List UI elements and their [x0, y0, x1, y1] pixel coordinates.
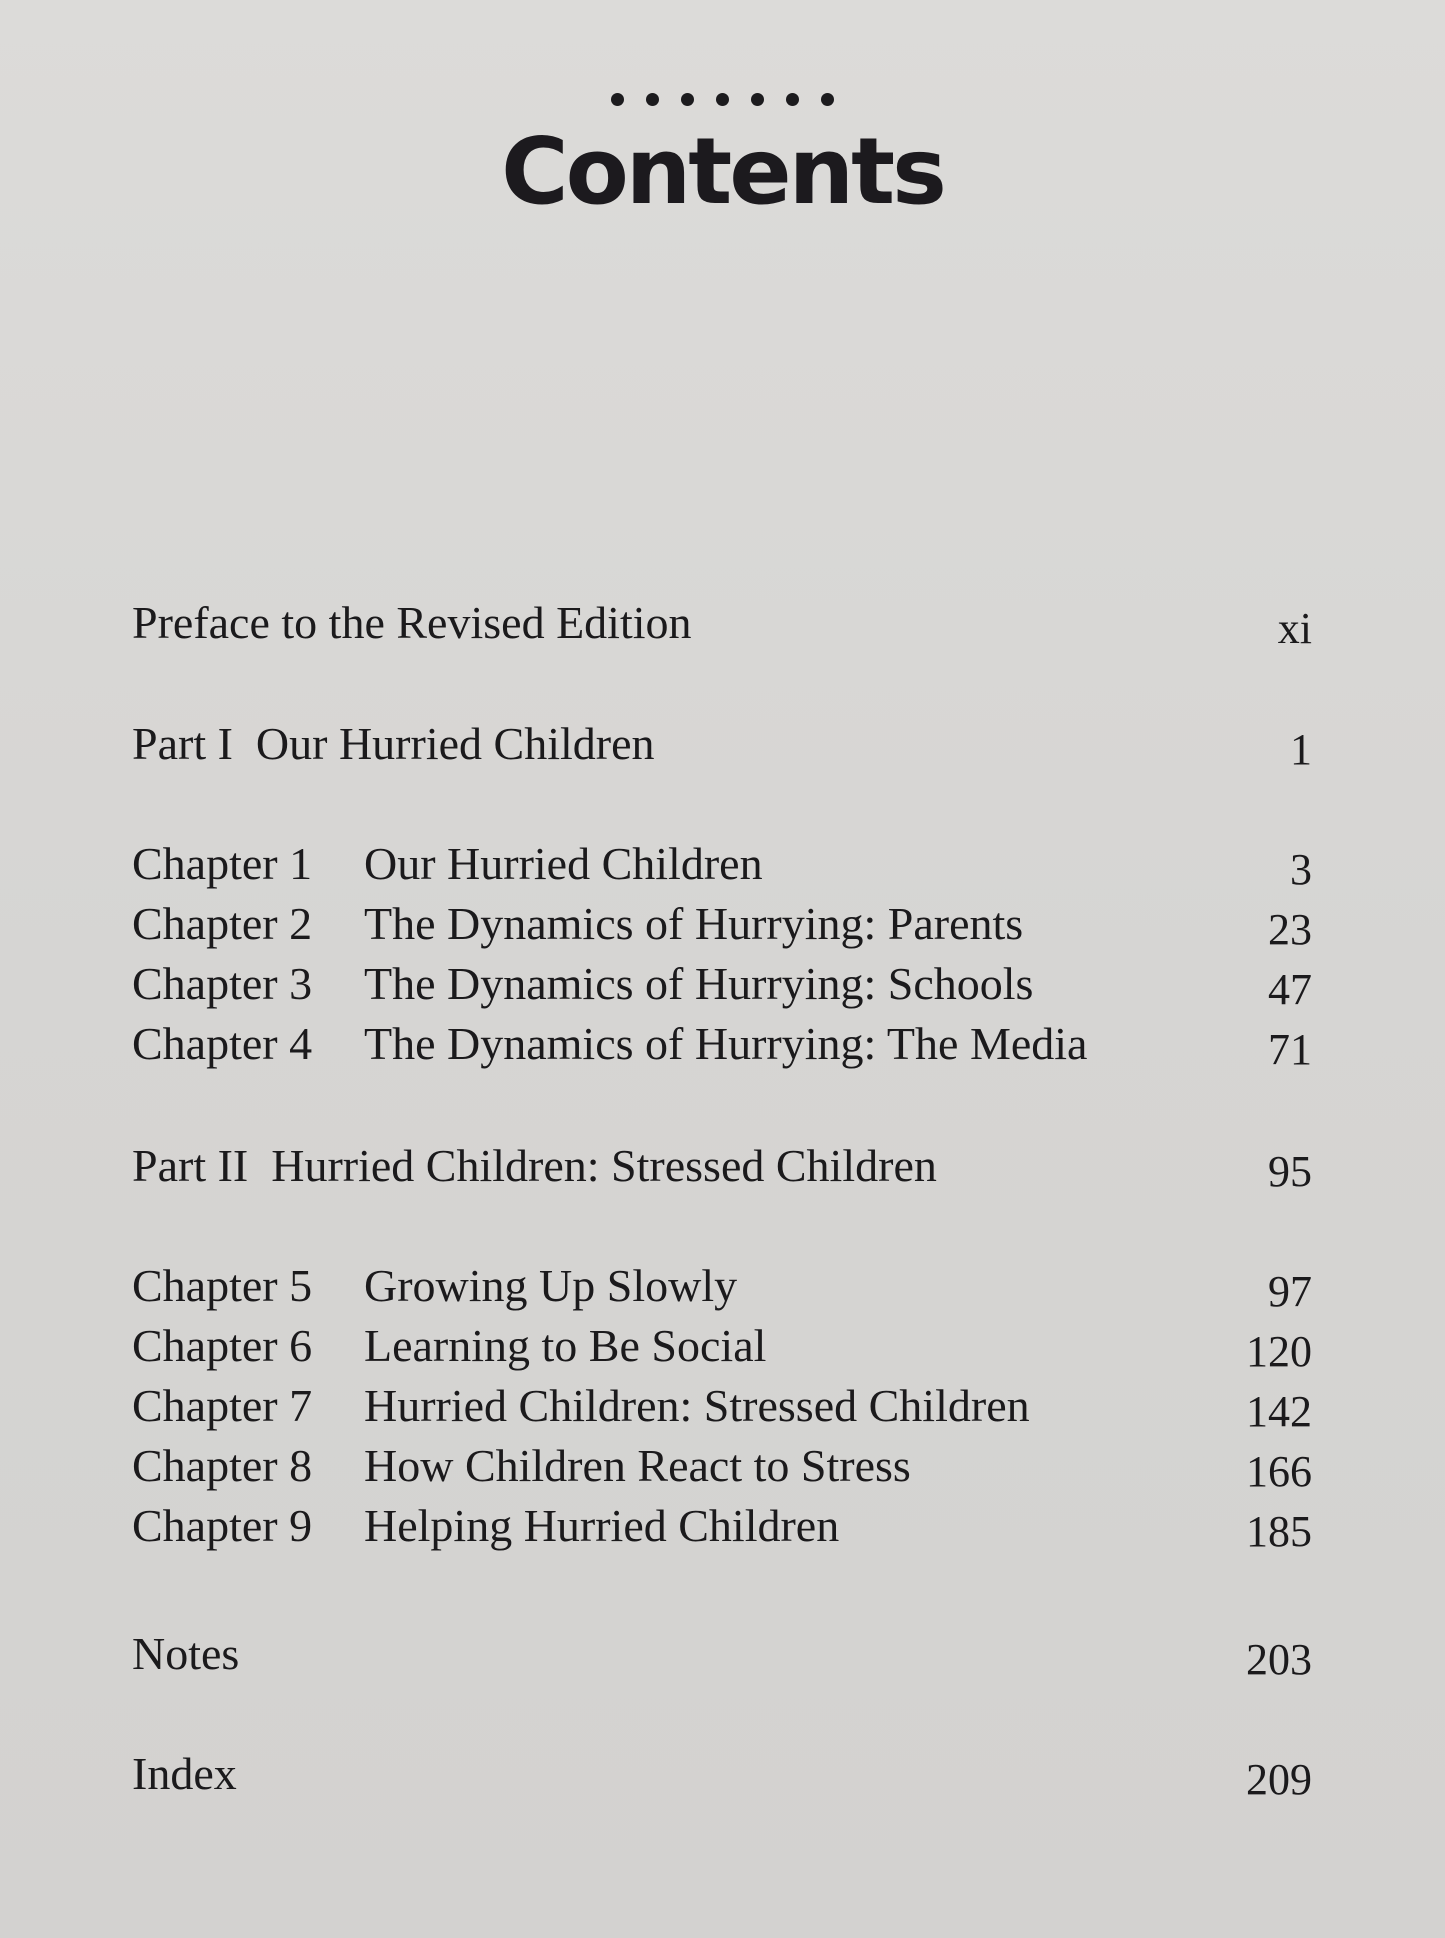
toc-entry-preface: Preface to the Revised Edition xi: [132, 595, 1312, 651]
toc-entry-chapter-2: Chapter 2 The Dynamics of Hurrying: Parents 23: [132, 896, 1312, 952]
page-number: 120: [1246, 1327, 1312, 1376]
page-number: 185: [1246, 1507, 1312, 1556]
toc-entry-part-2: Part II Hurried Children: Stressed Children 95: [132, 1138, 1312, 1194]
page-number: 166: [1246, 1447, 1312, 1496]
toc-entry-notes: Notes 203: [132, 1626, 1312, 1682]
toc-entry-chapter-8: Chapter 8 How Children React to Stress 166: [132, 1438, 1312, 1494]
page-number: 71: [1268, 1025, 1312, 1074]
toc-entry-chapter-5: Chapter 5 Growing Up Slowly 97: [132, 1258, 1312, 1314]
toc-entry-chapter-4: Chapter 4 The Dynamics of Hurrying: The Media 71: [132, 1016, 1312, 1072]
page-number: 203: [1246, 1635, 1312, 1684]
toc-entry-chapter-3: Chapter 3 The Dynamics of Hurrying: Schools 47: [132, 956, 1312, 1012]
toc-entry-chapter-6: Chapter 6 Learning to Be Social 120: [132, 1318, 1312, 1374]
toc-entry-index: Index 209: [132, 1746, 1312, 1802]
page-number: 1: [1290, 725, 1312, 774]
page-number: 209: [1246, 1755, 1312, 1804]
toc-entry-chapter-7: Chapter 7 Hurried Children: Stressed Children 142: [132, 1378, 1312, 1434]
page-number: 97: [1268, 1267, 1312, 1316]
page-number: 142: [1246, 1387, 1312, 1436]
toc-entry-part-1: Part I Our Hurried Children 1: [132, 716, 1312, 772]
toc-entry-chapter-9: Chapter 9 Helping Hurried Children 185: [132, 1498, 1312, 1554]
ornament-dots: [0, 70, 1445, 114]
page-number: 95: [1268, 1147, 1312, 1196]
page-number: 47: [1268, 965, 1312, 1014]
page-title: Contents: [501, 118, 944, 225]
page-number: 23: [1268, 905, 1312, 954]
toc-entry-chapter-1: Chapter 1 Our Hurried Children 3: [132, 836, 1312, 892]
page-number: 3: [1290, 845, 1312, 894]
page-number: xi: [1277, 604, 1312, 653]
